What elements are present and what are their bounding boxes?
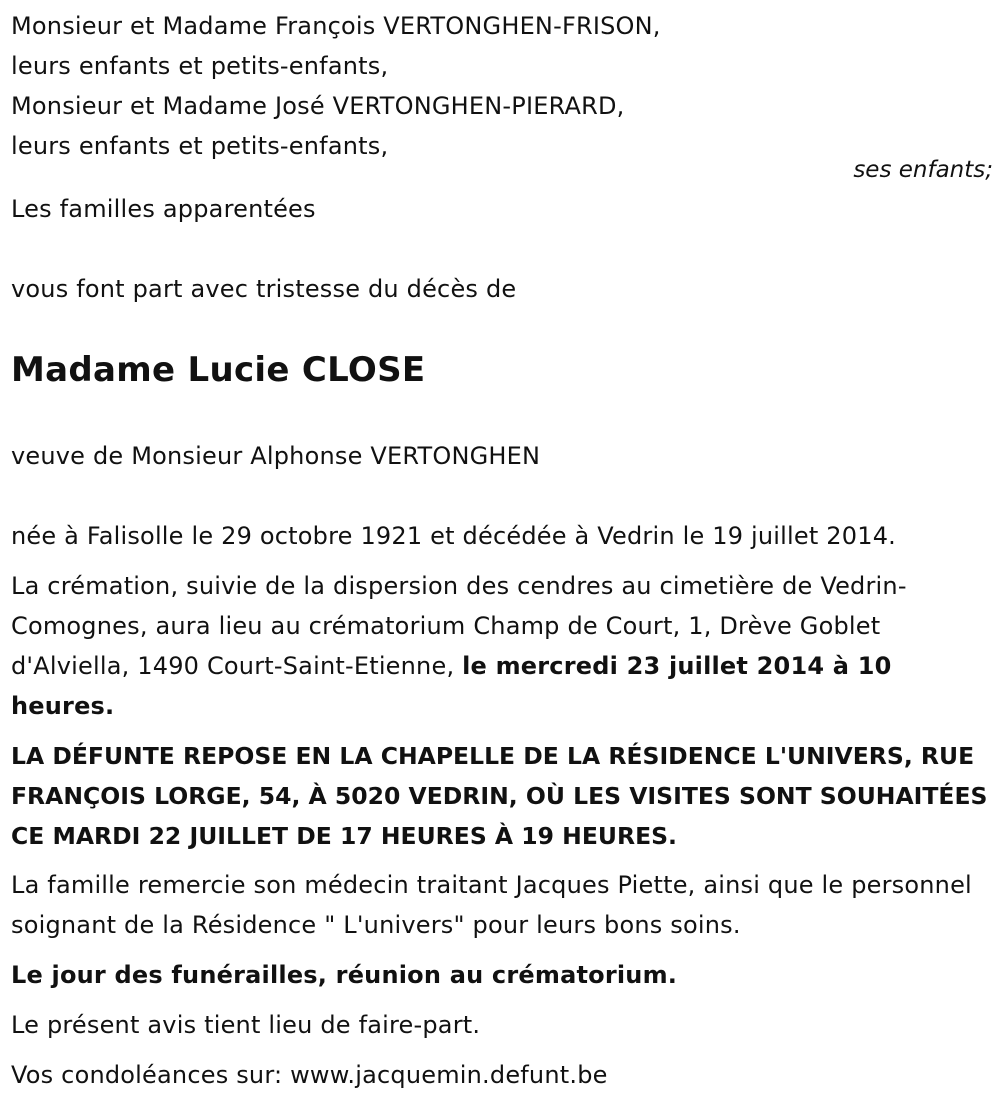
notice-line: Le présent avis tient lieu de faire-part. (11, 1011, 481, 1039)
birth-death: née à Falisolle le 29 octobre 1921 et décédée à Vedrin le 19 juillet 2014. (11, 522, 896, 550)
cremation-text: La crémation, suivie de la dispersion des cendres au cimetière de Vedrin-Comognes, aura lieu au crématorium Champ de Court, 1, Drève Goblet d'Alviella, 1490 Court-Saint-Etienne, (11, 572, 907, 680)
cremation-date: le mercredi 23 juillet 2014 à 10 heures. (11, 652, 892, 720)
family-role: ses enfants; (853, 157, 993, 183)
deceased-name: Madame Lucie CLOSE (11, 350, 426, 390)
condolences-line: Vos condoléances sur: www.jacquemin.defunt.be (11, 1061, 608, 1089)
announcement: vous font part avec tristesse du décès de (11, 275, 517, 303)
cremation-paragraph (11, 566, 993, 726)
visit-paragraph: LA DÉFUNTE REPOSE EN LA CHAPELLE DE LA RÉSIDENCE L'UNIVERS, RUE FRANÇOIS LORGE, 54, À 5020 VEDRIN, OÙ LES VISITES SONT SOUHAITÉES CE MARDI 22 JUILLET DE 17 HEURES À 19 HEURES. (11, 742, 988, 850)
thanks-paragraph: La famille remercie son médecin traitant Jacques Piette, ainsi que le personnel soignant de la Résidence " L'univers" pour leurs bons soins. (11, 871, 972, 939)
family-line-1: Monsieur et Madame François VERTONGHEN-FRISON, (11, 12, 661, 40)
family-line-3: Monsieur et Madame José VERTONGHEN-PIERARD, (11, 92, 625, 120)
family-line-2: leurs enfants et petits-enfants, (11, 52, 389, 80)
widow-of: veuve de Monsieur Alphonse VERTONGHEN (11, 442, 541, 470)
family-line-4: leurs enfants et petits-enfants, (11, 132, 389, 160)
funeral-day: Le jour des funérailles, réunion au crématorium. (11, 961, 678, 989)
related-families: Les familles apparentées (11, 195, 316, 223)
